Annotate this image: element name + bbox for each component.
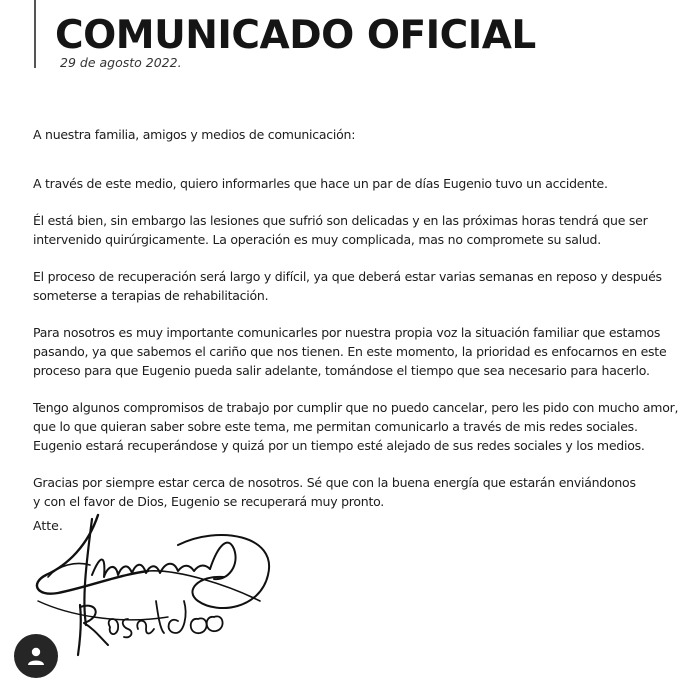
paragraph-line: pasando, ya que sabemos el cariño que nos tienen. En este momento, la prioridad es enfocarnos en este [33,344,667,359]
paragraph-line: Él está bien, sin embargo las lesiones que sufrió son delicadas y en las próximas horas tendrá que ser [33,213,648,228]
paragraph-4 [33,323,667,380]
paragraph-1 [33,174,661,193]
paragraph-3 [33,267,661,305]
letter-body [33,125,679,511]
paragraph-line: que lo que quieran saber sobre este tema, me permitan comunicarlo a través de mis redes sociales. [33,419,638,434]
paragraph-line: someterse a terapias de rehabilitación. [33,288,269,303]
greeting: A nuestra familia, amigos y medios de comunicación: [33,127,356,142]
document-date: 29 de agosto 2022. [60,55,182,70]
paragraph-line: Tengo algunos compromisos de trabajo por cumplir que no puedo cancelar, pero les pido con mucho amor, [33,400,679,415]
paragraph-line: Gracias por siempre estar cerca de nosotros. Sé que con la buena energía que estarán enviándonos [33,475,636,490]
paragraph-line: intervenido quirúrgicamente. La operación es muy complicada, mas no compromete su salud. [33,232,601,247]
paragraph-line: y con el favor de Dios, Eugenio se recuperará muy pronto. [33,494,385,509]
user-avatar-icon [25,645,47,667]
document-title: COMUNICADO OFICIAL [55,13,536,58]
paragraph-line: proceso para que Eugenio pueda salir adelante, tomándose el tiempo que sea necesario para hacerlo. [33,363,650,378]
paragraph-line: A través de este medio, quiero informarles que hace un par de días Eugenio tuvo un accidente. [33,176,608,191]
paragraph-line: Para nosotros es muy importante comunicarles por nuestra propia voz la situación familiar que estamos [33,325,661,340]
profile-avatar[interactable] [14,634,58,678]
closing-text: Atte. [33,518,63,533]
paragraph-5 [33,398,679,455]
handwritten-signature [28,505,288,675]
header-accent-bar [34,0,36,68]
paragraph-line: El proceso de recuperación será largo y difícil, ya que deberá estar varias semanas en reposo y después [33,269,662,284]
paragraph-2 [33,211,661,249]
paragraph-line: Eugenio estará recuperándose y quizá por un tiempo esté alejado de sus redes sociales y los medios. [33,438,645,453]
